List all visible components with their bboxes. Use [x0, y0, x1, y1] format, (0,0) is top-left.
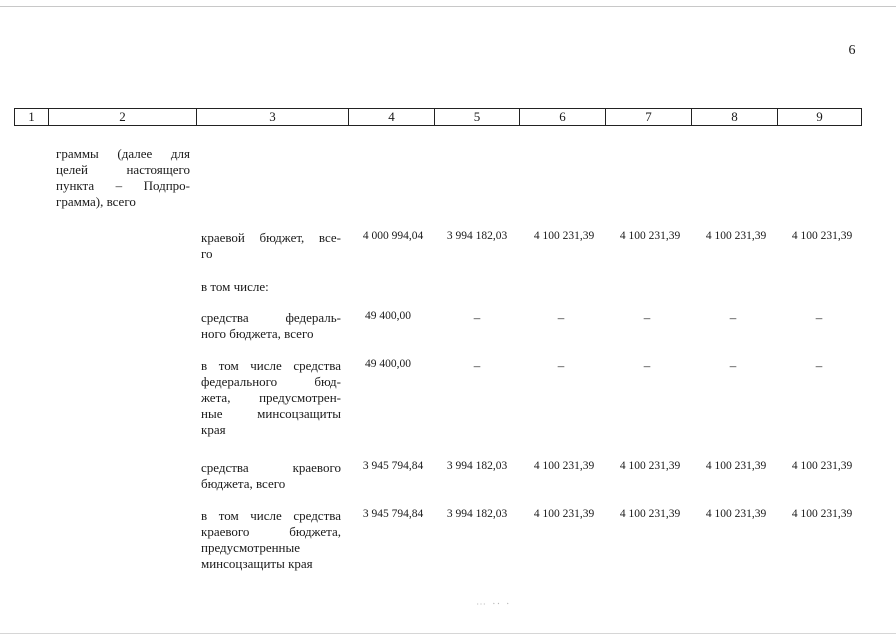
- program-label-line: граммы (далее для: [56, 146, 190, 161]
- program-label: [56, 146, 190, 210]
- value-cell: 4 100 231,39: [791, 508, 853, 520]
- row-label-line: бюджета, всего: [201, 476, 286, 491]
- value-cell: 3 994 182,03: [446, 508, 508, 520]
- value-cell-dash: –: [815, 310, 823, 325]
- row-label-line: средства федераль-: [201, 310, 341, 325]
- value-cell-dash: –: [557, 310, 565, 325]
- value-cell: 4 100 231,39: [705, 230, 767, 242]
- value-cell: 4 100 231,39: [619, 508, 681, 520]
- value-cell: 4 100 231,39: [533, 460, 595, 472]
- row-label-line: предусмотренные: [201, 540, 301, 555]
- value-cell: 4 100 231,39: [619, 460, 681, 472]
- value-cell: 4 100 231,39: [705, 508, 767, 520]
- row-label-line: края: [201, 422, 226, 437]
- value-cell: 4 100 231,39: [533, 508, 595, 520]
- program-label-line: пункта – Подпро-: [56, 178, 190, 193]
- value-cell: 3 994 182,03: [446, 460, 508, 472]
- value-cell-dash: –: [815, 358, 823, 373]
- scan-edge-bottom: [0, 633, 896, 634]
- value-cell: 4 100 231,39: [791, 230, 853, 242]
- row-label-federal-funds: [201, 310, 341, 342]
- value-cell-dash: –: [643, 358, 651, 373]
- value-cell: 49 400,00: [365, 358, 411, 370]
- program-label-line: целей настоящего: [56, 162, 190, 177]
- value-cell-dash: –: [729, 358, 737, 373]
- header-cell-7: 7: [606, 109, 692, 125]
- row-label-line: в том числе средства: [201, 508, 341, 523]
- row-label-regional-budget: [201, 230, 341, 262]
- row-label-line: средства краевого: [201, 460, 341, 475]
- row-label-line: жета, предусмотрен-: [201, 390, 341, 405]
- row-label-line: ного бюджета, всего: [201, 326, 314, 341]
- value-cell: 4 100 231,39: [791, 460, 853, 472]
- value-cell-dash: –: [557, 358, 565, 373]
- row-label-line: го: [201, 246, 213, 261]
- row-label-including: [201, 279, 341, 295]
- value-cell: 3 994 182,03: [446, 230, 508, 242]
- page-number: 6: [848, 43, 856, 58]
- header-cell-6: 6: [520, 109, 606, 125]
- row-label-line: в том числе:: [201, 279, 269, 294]
- value-cell: 4 100 231,39: [533, 230, 595, 242]
- value-cell: 3 945 794,84: [362, 508, 424, 520]
- row-label-line: в том числе средства: [201, 358, 341, 373]
- value-cell-dash: –: [473, 310, 481, 325]
- header-cell-4: 4: [349, 109, 435, 125]
- header-cell-3: 3: [197, 109, 349, 125]
- row-label-line: краевого бюджета,: [201, 524, 341, 539]
- scan-smudge: ⋯ ⸱⸱ ⸱: [476, 599, 512, 610]
- header-cell-9: 9: [816, 109, 823, 124]
- row-label-federal-funds-ministry: [201, 358, 341, 438]
- value-cell: 4 000 994,04: [362, 230, 424, 242]
- row-label-line: федерального бюд-: [201, 374, 341, 389]
- value-cell-dash: –: [729, 310, 737, 325]
- table-header-row: [14, 108, 862, 126]
- header-cell-8: 8: [692, 109, 778, 125]
- header-cell-2: 2: [49, 109, 197, 125]
- row-label-regional-funds-ministry: [201, 508, 341, 572]
- value-cell: 4 100 231,39: [619, 230, 681, 242]
- program-label-line: грамма), всего: [56, 194, 136, 209]
- scan-edge-top: [0, 6, 896, 7]
- value-cell: 49 400,00: [365, 310, 411, 322]
- row-label-line: краевой бюджет, все-: [201, 230, 341, 245]
- value-cell: 4 100 231,39: [705, 460, 767, 472]
- row-label-line: минсоцзащиты края: [201, 556, 313, 571]
- value-cell-dash: –: [473, 358, 481, 373]
- value-cell: 3 945 794,84: [362, 460, 424, 472]
- header-cell-1: 1: [15, 109, 49, 125]
- value-cell-dash: –: [643, 310, 651, 325]
- row-label-line: ные минсоцзащиты: [201, 406, 341, 421]
- row-label-regional-funds: [201, 460, 341, 492]
- header-cell-5: 5: [435, 109, 520, 125]
